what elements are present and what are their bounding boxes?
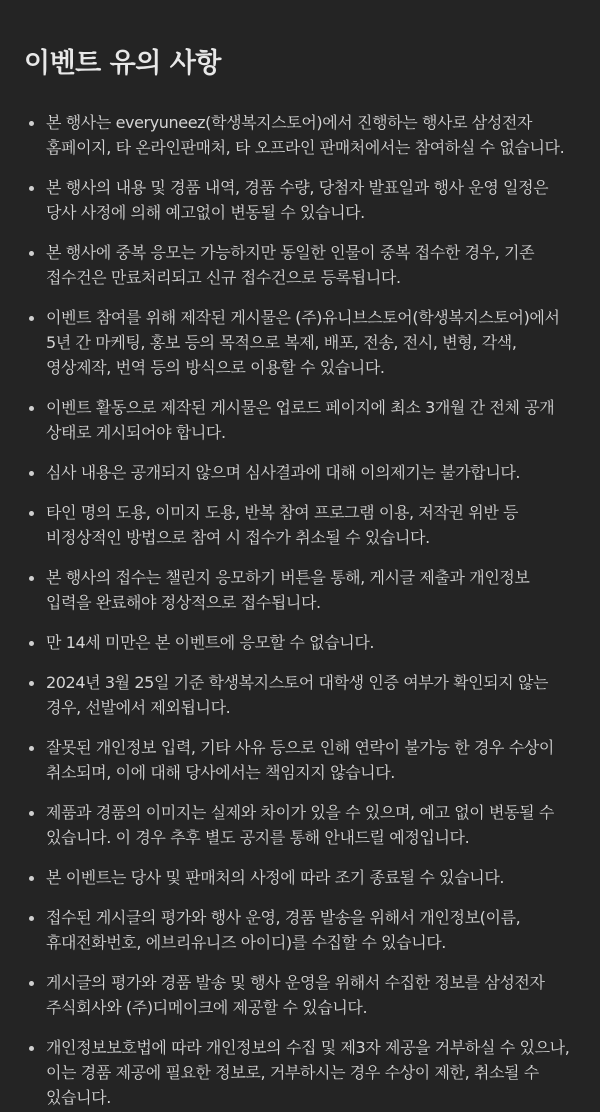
notice-text: 게시글의 평가와 경품 발송 및 행사 운영을 위해서 수집한 정보를 삼성전자 주식회사와 (주)디메이크에 제공할 수 있습니다. [46, 973, 545, 1017]
notice-text: 이벤트 참여를 위해 제작된 게시물은 (주)유니브스토어(학생복지스토어)에서 5년 간 마케팅, 홍보 등의 목적으로 복제, 배포, 전송, 전시, 변형, 각색, 영상제작, 번역 등의 방식으로 이용할 수 있습니다. [46, 308, 560, 377]
bullet-icon [29, 981, 34, 986]
list-item [24, 865, 576, 890]
notice-text: 본 이벤트는 당사 및 판매처의 사정에 따라 조기 종료될 수 있습니다. [46, 868, 505, 887]
bullet-icon [29, 186, 34, 191]
list-item [24, 500, 576, 550]
list-item [24, 460, 576, 485]
notice-text: 이벤트 활동으로 제작된 게시물은 업로드 페이지에 최소 3개월 간 전체 공개 상태로 게시되어야 합니다. [46, 398, 555, 442]
notice-text: 본 행사의 접수는 챌린지 응모하기 버튼을 통해, 게시글 제출과 개인정보 입력을 완료해야 정상적으로 접수됩니다. [46, 568, 530, 612]
notice-list [24, 110, 576, 1110]
bullet-icon [29, 576, 34, 581]
notice-text: 본 행사의 내용 및 경품 내역, 경품 수량, 당첨자 발표일과 행사 운영 일정은 당사 사정에 의해 예고없이 변동될 수 있습니다. [46, 178, 549, 222]
bullet-icon [29, 511, 34, 516]
list-item [24, 175, 576, 225]
notice-text: 심사 내용은 공개되지 않으며 심사결과에 대해 이의제기는 불가합니다. [46, 463, 521, 482]
bullet-icon [29, 251, 34, 256]
bullet-icon [29, 121, 34, 126]
notice-text: 본 행사는 everyuneez(학생복지스토어)에서 진행하는 행사로 삼성전자 홈페이지, 타 온라인판매처, 타 오프라인 판매처에서는 참여하실 수 없습니다. [46, 113, 565, 157]
notice-text: 타인 명의 도용, 이미지 도용, 반복 참여 프로그램 이용, 저작권 위반 등 비정상적인 방법으로 참여 시 접수가 취소될 수 있습니다. [46, 503, 519, 547]
bullet-icon [29, 811, 34, 816]
list-item [24, 240, 576, 290]
list-item [24, 305, 576, 380]
bullet-icon [29, 471, 34, 476]
bullet-icon [29, 916, 34, 921]
notice-text: 본 행사에 중복 응모는 가능하지만 동일한 인물이 중복 접수한 경우, 기존 접수건은 만료처리되고 신규 접수건으로 등록됩니다. [46, 243, 535, 287]
list-item [24, 970, 576, 1020]
list-item [24, 630, 576, 655]
bullet-icon [29, 316, 34, 321]
bullet-icon [29, 746, 34, 751]
list-item [24, 1035, 576, 1110]
list-item [24, 565, 576, 615]
list-item [24, 735, 576, 785]
notice-text: 2024년 3월 25일 기준 학생복지스토어 대학생 인증 여부가 확인되지 않는 경우, 선발에서 제외됩니다. [46, 673, 549, 717]
notice-text: 만 14세 미만은 본 이벤트에 응모할 수 없습니다. [46, 633, 375, 652]
notice-text: 제품과 경품의 이미지는 실제와 차이가 있을 수 있으며, 예고 없이 변동될 수 있습니다. 이 경우 추후 별도 공지를 통해 안내드릴 예정입니다. [46, 803, 554, 847]
bullet-icon [29, 681, 34, 686]
section-title: 이벤트 유의 사항 [24, 48, 221, 79]
bullet-icon [29, 876, 34, 881]
list-item [24, 395, 576, 445]
list-item [24, 670, 576, 720]
notice-text: 잘못된 개인정보 입력, 기타 사유 등으로 인해 연락이 불가능 한 경우 수상이 취소되며, 이에 대해 당사에서는 책임지지 않습니다. [46, 738, 554, 782]
bullet-icon [29, 641, 34, 646]
notice-text: 접수된 게시글의 평가와 행사 운영, 경품 발송을 위해서 개인정보(이름, 휴대전화번호, 에브리유니즈 아이디)를 수집할 수 있습니다. [46, 908, 521, 952]
bullet-icon [29, 406, 34, 411]
bullet-icon [29, 1046, 34, 1051]
list-item [24, 905, 576, 955]
list-item [24, 800, 576, 850]
list-item [24, 110, 576, 160]
notice-text: 개인정보보호법에 따라 개인정보의 수집 및 제3자 제공을 거부하실 수 있으나, 이는 경품 제공에 필요한 정보로, 거부하시는 경우 수상이 제한, 취소될 수 있습니다. [46, 1038, 570, 1107]
